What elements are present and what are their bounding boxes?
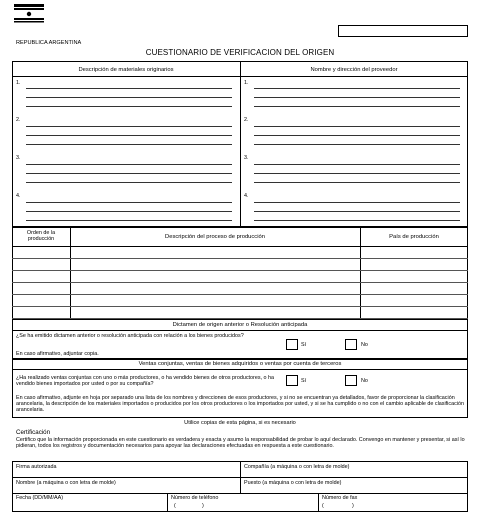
supplier-row-number: 3. [244, 155, 249, 161]
phone-paren-close: ) [202, 503, 204, 509]
ruling-yes-checkbox[interactable] [286, 339, 298, 350]
joint-sales-yes-checkbox[interactable] [286, 375, 298, 386]
country-col-header: País de producción [389, 234, 439, 240]
fax-paren-open: ( [322, 503, 324, 509]
joint-sales-no-checkbox[interactable] [345, 375, 357, 386]
ministry-logo [14, 4, 48, 24]
ruling-question: ¿Se ha emitido dictamen anterior o resolución anticipada con relación a los bienes producidos? [16, 333, 244, 339]
material-answer-line[interactable] [26, 106, 232, 107]
supplier-row-number: 1. [244, 80, 249, 86]
supplier-answer-line[interactable] [254, 173, 460, 174]
supplier-col-header: Nombre y dirección del proveedor [310, 67, 398, 73]
material-answer-line[interactable] [26, 97, 232, 98]
signature-field-label[interactable]: Firma autorizada [16, 464, 57, 470]
joint-sales-yes-label: Sí [301, 378, 307, 384]
ruling-no-checkbox[interactable] [345, 339, 357, 350]
name-field-label[interactable]: Nombre (a máquina o con letra de molde) [16, 480, 116, 486]
supplier-answer-line[interactable] [254, 182, 460, 183]
production-row-line[interactable] [12, 306, 468, 307]
form-title: CUESTIONARIO DE VERIFICACION DEL ORIGEN [145, 48, 335, 57]
joint-sales-no-label: No [361, 378, 368, 384]
ruling-note: En caso afirmativo, adjuntar copia. [16, 351, 99, 357]
supplier-answer-line[interactable] [254, 220, 460, 221]
certification-title: Certificación [16, 429, 51, 436]
material-answer-line[interactable] [26, 220, 232, 221]
fax-field-label[interactable]: Número de fax [322, 495, 358, 501]
process-col-header: Descripción del proceso de producción [165, 234, 265, 240]
country-label: REPUBLICA ARGENTINA [16, 40, 82, 46]
material-answer-line[interactable] [26, 164, 232, 165]
joint-sales-note: En caso afirmativo, adjunte en hoja por separado una lista de los nombres y direcciones de esos productores, y si no se encuentran ya detallados, favor de proporcionar la clasificación arancelaria, la descripción de los materiales importados o producidos por los otros productores o los importados por usted, y si se ha cumplido o no con el cambio aplicable de clasificación arancelaria. [16, 395, 464, 414]
supplier-answer-line[interactable] [254, 135, 460, 136]
material-answer-line[interactable] [26, 173, 232, 174]
material-row-number: 2. [16, 117, 21, 123]
form-number-field[interactable] [338, 25, 468, 37]
copies-note: Utilice copias de esta página, si es necesario [184, 420, 296, 426]
production-row-line[interactable] [12, 294, 468, 295]
joint-sales-title: Ventas conjuntas, ventas de bienes adquiridos o ventas por cuenta de terceros [138, 361, 342, 367]
phone-paren-open: ( [174, 503, 176, 509]
supplier-row-number: 4. [244, 193, 249, 199]
materials-col-header: Descripción de materiales originarios [78, 67, 174, 73]
material-answer-line[interactable] [26, 202, 232, 203]
date-field-label[interactable]: Fecha (DD/MM/AA) [16, 495, 64, 501]
supplier-answer-line[interactable] [254, 106, 460, 107]
order-col-header: Orden de la producción [26, 230, 56, 243]
position-field-label[interactable]: Puesto (a máquina o con letra de molde) [244, 480, 342, 486]
company-field-label[interactable]: Compañía (a máquina o con letra de molde) [244, 464, 350, 470]
joint-sales-question: ¿Ha realizado ventas conjuntas con uno o más productores, o ha vendido bienes de otros productores, o ha vendido bienes importados por usted o por su compañía? [16, 375, 275, 388]
ruling-section-title: Dictamen de origen anterior o Resolución anticipada [172, 322, 308, 328]
ruling-yes-label: Sí [301, 342, 307, 348]
supplier-answer-line[interactable] [254, 88, 460, 89]
fax-paren-close: ) [352, 503, 354, 509]
material-answer-line[interactable] [26, 126, 232, 127]
material-row-number: 4. [16, 193, 21, 199]
material-answer-line[interactable] [26, 182, 232, 183]
material-answer-line[interactable] [26, 135, 232, 136]
material-answer-line[interactable] [26, 144, 232, 145]
supplier-row-number: 2. [244, 117, 249, 123]
production-row-line[interactable] [12, 270, 468, 271]
supplier-answer-line[interactable] [254, 97, 460, 98]
material-row-number: 1. [16, 80, 21, 86]
supplier-answer-line[interactable] [254, 211, 460, 212]
supplier-answer-line[interactable] [254, 164, 460, 165]
supplier-answer-line[interactable] [254, 126, 460, 127]
production-row-line[interactable] [12, 258, 468, 259]
production-row-line[interactable] [12, 282, 468, 283]
material-row-number: 3. [16, 155, 21, 161]
material-answer-line[interactable] [26, 211, 232, 212]
phone-field-label[interactable]: Número de teléfono [171, 495, 219, 501]
certification-text: Certifico que la información proporcionada en este cuestionario es verdadera y exacta y asumo la responsabilidad de probar lo aquí declarado. Convengo en mantener y presentar, si así lo pidieran, todos los registros y documentación necesarios para apoyar las declaraciones efectuadas en respuesta a este cuestionario. [16, 437, 465, 450]
supplier-answer-line[interactable] [254, 202, 460, 203]
material-answer-line[interactable] [26, 88, 232, 89]
supplier-answer-line[interactable] [254, 144, 460, 145]
ruling-no-label: No [361, 342, 368, 348]
